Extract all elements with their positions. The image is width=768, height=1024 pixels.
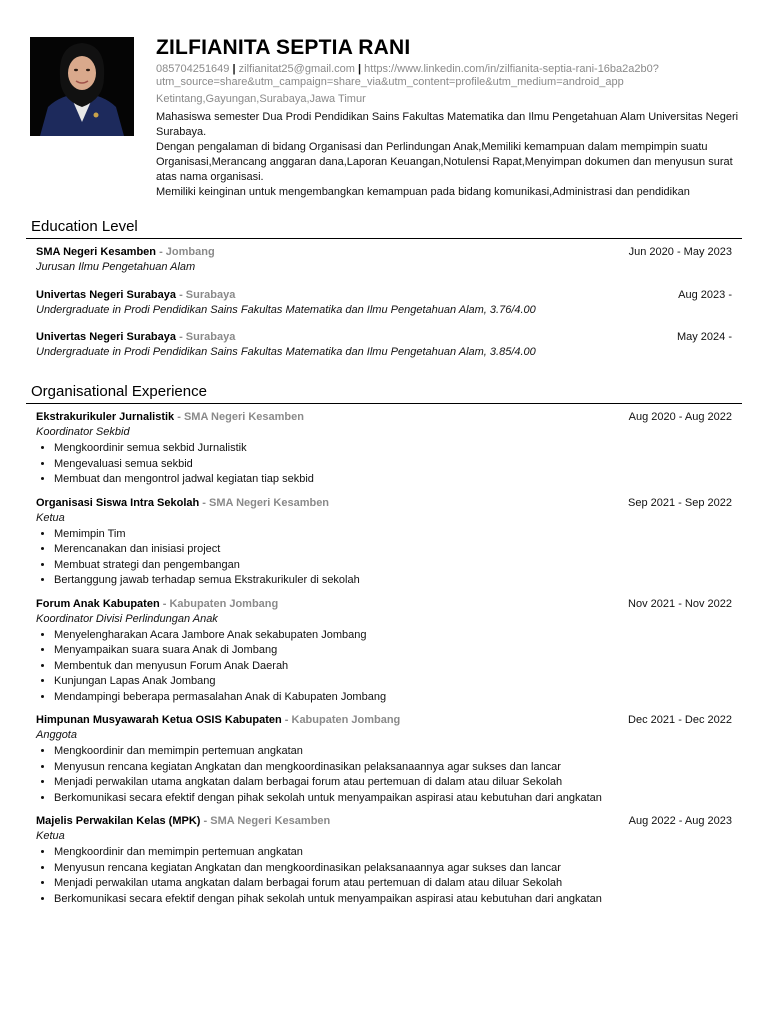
contact-separator: | [232, 63, 236, 75]
education-entry [26, 330, 742, 360]
list-item: • Menyampaikan suara suara Anak di Jombang [54, 643, 732, 659]
list-item: • Menyusun rencana kegiatan Angkatan dan mengkoordinasikan pelaksanaannya agar sukses dan lancar [54, 861, 732, 877]
list-item: • Berkomunikasi secara efektif dengan pihak sekolah untuk menyampaikan aspirasi atau kebutuhan dari angkatan [54, 892, 732, 908]
experience-entry [26, 496, 742, 589]
role-title: Anggota [36, 729, 77, 741]
list-item: • Kunjungan Lapas Anak Jombang [54, 674, 732, 690]
experience-entry [26, 410, 742, 488]
date-range: Nov 2021 - Nov 2022 [628, 597, 732, 610]
list-item: • Mengevaluasi semua sekbid [54, 457, 732, 473]
organization-location: - SMA Negeri Kesamben [174, 411, 304, 423]
summary [156, 110, 746, 200]
role-title: Ketua [36, 830, 65, 842]
summary-paragraph: Mahasiswa semester Dua Prodi Pendidikan Sains Fakultas Matematika dan Ilmu Pengetahuan Alam Universitas Negeri Surabaya. [156, 111, 739, 138]
organization-location: - Kabupaten Jombang [159, 597, 279, 610]
date-range: Aug 2020 - Aug 2022 [628, 411, 732, 423]
phone-number[interactable]: 085704251649 [156, 63, 230, 75]
experience-entry [26, 814, 742, 907]
list-item: • Menjadi perwakilan utama angkatan dalam berbagai forum atau pertemuan di dalam atau diluar Sekolah [54, 775, 732, 791]
linkedin-link[interactable]: https://www.linkedin.com/in/zilfianita-septia-rani-16ba2a2b0?utm_source=share&utm_campaign=share_via&utm_content=profile&utm_medium=android_app [156, 63, 659, 88]
experience-entry [26, 597, 742, 706]
candidate-name: ZILFIANITA SEPTIA RANI [156, 36, 411, 59]
list-item: • Mengkoordinir dan memimpin pertemuan angkatan [54, 845, 732, 861]
list-item: • Bertanggung jawab terhadap semua Ekstrakurikuler di sekolah [54, 573, 732, 589]
responsibility-list [36, 744, 732, 806]
contact-line [156, 63, 746, 89]
role-title: Ketua [36, 511, 65, 524]
section-divider [26, 238, 742, 239]
section-title: Education Level [31, 218, 138, 235]
date-range: Sep 2021 - Sep 2022 [628, 496, 732, 509]
education-detail: Undergraduate in Prodi Pendidikan Sains Fakultas Matematika dan Ilmu Pengetahuan Alam, 3.76/4.00 [36, 304, 536, 316]
responsibility-list [36, 527, 732, 589]
profile-photo [30, 37, 134, 136]
summary-paragraph: Dengan pengalaman di bidang Organisasi dan Perlindungan Anak,Memiliki kemampuan dalam mempimpin suatu Organisasi,Merancang anggaran dana,Laporan Keuangan,Notulensi Rapat,Menyimpan dokumen dan menyusun surat atas nama organisasi. [156, 141, 733, 183]
organization-name: Organisasi Siswa Intra Sekolah [36, 496, 200, 509]
education-entry [26, 288, 742, 318]
school-name: Univertas Negeri Surabaya [36, 331, 177, 343]
organization-name: Ekstrakurikuler Jurnalistik [36, 411, 175, 423]
school-name: Univertas Negeri Surabaya [36, 289, 177, 301]
list-item: • Berkomunikasi secara efektif dengan pihak sekolah untuk menyampaikan aspirasi atau kebutuhan dari angkatan [54, 791, 732, 807]
profile-photo-image [30, 37, 134, 136]
organization-name: Himpunan Musyawarah Ketua OSIS Kabupaten [36, 714, 282, 726]
list-item: • Membentuk dan menyusun Forum Anak Daerah [54, 659, 732, 675]
list-item: • Membuat strategi dan pengembangan [54, 558, 732, 574]
list-item: • Memimpin Tim [54, 527, 732, 543]
organization-name: Majelis Perwakilan Kelas (MPK) [36, 815, 201, 827]
list-item: • Menyelengharakan Acara Jambore Anak sekabupaten Jombang [54, 628, 732, 644]
education-entry [26, 245, 742, 275]
list-item: • Membuat dan mengontrol jadwal kegiatan tiap sekbid [54, 472, 732, 488]
summary-paragraph: Memiliki keinginan untuk mengembangkan kemampuan pada bidang komunikasi,Administrasi dan pendidikan [156, 186, 690, 198]
list-item: • Menjadi perwakilan utama angkatan dalam berbagai forum atau pertemuan di dalam atau diluar Sekolah [54, 876, 732, 892]
education-detail: Jurusan Ilmu Pengetahuan Alam [36, 261, 196, 273]
date-range: May 2024 - [676, 331, 732, 343]
responsibility-list [36, 845, 732, 907]
responsibility-list [36, 441, 732, 488]
organization-name: Forum Anak Kabupaten [36, 597, 160, 610]
date-range: Dec 2021 - Dec 2022 [628, 714, 732, 726]
organization-location: - Kabupaten Jombang [281, 714, 401, 726]
responsibility-list [36, 628, 732, 706]
date-range: Jun 2020 - May 2023 [628, 246, 732, 258]
role-title: Koordinator Divisi Perlindungan Anak [36, 612, 218, 625]
resume-header [156, 36, 746, 200]
contact-separator: | [358, 63, 362, 75]
experience-entry [26, 713, 742, 806]
list-item: • Mengkoordinir dan memimpin pertemuan angkatan [54, 744, 732, 760]
date-range: Aug 2023 - [678, 289, 732, 301]
education-section [26, 218, 742, 360]
list-item: • Mengkoordinir semua sekbid Jurnalistik [54, 441, 732, 457]
school-location: - Surabaya [176, 331, 236, 343]
address: Ketintang,Gayungan,Surabaya,Jawa Timur [156, 93, 366, 105]
school-name: SMA Negeri Kesamben [36, 246, 157, 258]
email-link[interactable]: zilfianitat25@gmail.com [238, 63, 355, 75]
section-title: Organisational Experience [31, 383, 207, 400]
section-divider [26, 403, 742, 404]
list-item: • Menyusun rencana kegiatan Angkatan dan mengkoordinasikan pelaksanaannya agar sukses dan lancar [54, 760, 732, 776]
organization-location: - SMA Negeri Kesamben [200, 815, 331, 827]
school-location: - Jombang [156, 246, 215, 258]
list-item: • Mendampingi beberapa permasalahan Anak di Kabupaten Jombang [54, 690, 732, 706]
education-detail: Undergraduate in Prodi Pendidikan Sains Fakultas Matematika dan Ilmu Pengetahuan Alam, 3.85/4.00 [36, 346, 536, 358]
date-range: Aug 2022 - Aug 2023 [628, 815, 732, 827]
role-title: Koordinator Sekbid [36, 426, 130, 438]
organization-location: - SMA Negeri Kesamben [199, 496, 330, 509]
list-item: • Merencanakan dan inisiasi project [54, 542, 732, 558]
experience-section [26, 383, 742, 907]
school-location: - Surabaya [176, 289, 236, 301]
